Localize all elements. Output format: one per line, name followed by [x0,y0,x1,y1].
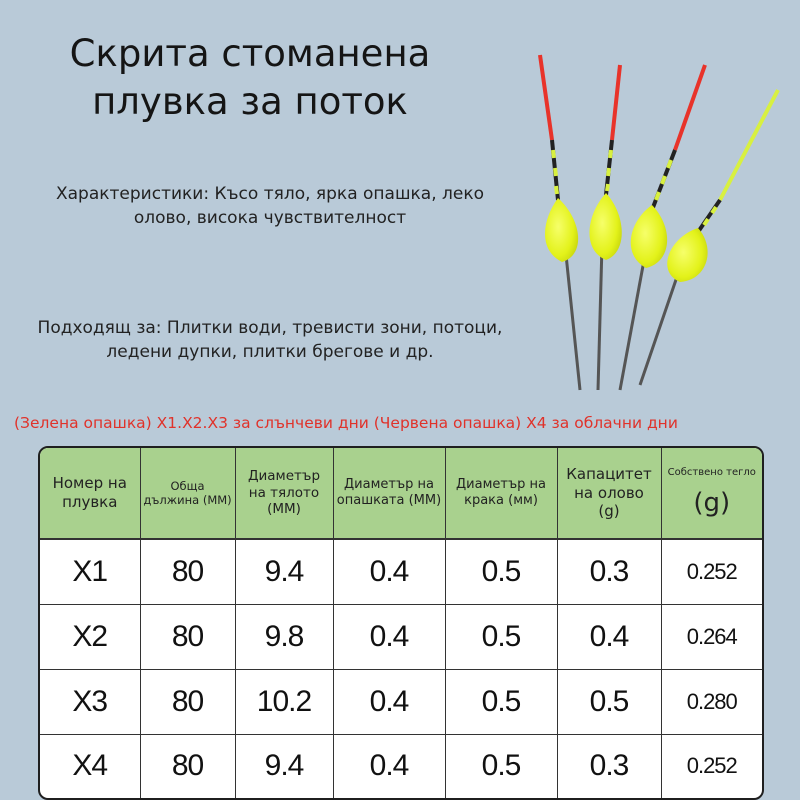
float-x3 [589,65,621,390]
cell-leg-diameter: 0.5 [445,605,557,670]
header-tail-diameter: Диаметър на опашката (ММ) [333,448,445,539]
header-body-diameter: Диаметър на тялото (ММ) [235,448,333,539]
cell-weight: 0.252 [686,753,737,779]
cell-length: 80 [140,669,235,734]
header-number: Номер на плувка [40,448,140,539]
cell-weight: 0.280 [661,669,762,734]
cell-weight: 0.252 [661,539,762,605]
cell-body-diameter: 10.2 [235,669,333,734]
cell-length: 80 [140,605,235,670]
cell-tail-diameter: 0.4 [333,539,445,605]
cell-id: X2 [40,605,140,670]
header-weight-unit: (g) [693,488,731,518]
header-weight [661,448,762,539]
cell-body-diameter: 9.8 [235,605,333,670]
cell-length: 80 [140,734,235,798]
cell-body-diameter: 9.4 [235,539,333,605]
table-header-row [40,448,762,539]
cell-leg-diameter: 0.5 [445,734,557,798]
features-text: Характеристики: Късо тяло, ярка опашка, леко олово, висока чувствителност [55,184,484,228]
cell-lead-capacity: 0.4 [557,605,661,670]
spec-table [40,448,762,798]
float-illustration [520,50,800,400]
cell-lead-capacity: 0.3 [557,539,661,605]
cell-leg-diameter: 0.5 [445,539,557,605]
table-row [40,669,762,734]
cell-length: 80 [140,539,235,605]
header-lead-capacity [557,448,661,539]
header-weight-label: Собствено тегло [667,466,756,478]
cell-tail-diameter: 0.4 [333,605,445,670]
cell-leg-diameter: 0.5 [445,669,557,734]
header-lead-unit: (g) [598,502,620,521]
cell-tail-diameter: 0.4 [333,669,445,734]
suitable-text: Подходящ за: Плитки води, тревисти зони, потоци, ледени дупки, плитки брегове и др. [37,318,503,362]
page-title: Скрита стоманена плувка за поток [69,32,431,123]
cell-tail-diameter: 0.4 [333,734,445,798]
cell-weight: 0.264 [661,605,762,670]
header-lead-label: Капацитет на олово [566,464,652,502]
cell-id: X4 [40,734,140,798]
cell-id: X1 [40,539,140,605]
table-row [40,539,762,605]
cell-id: X3 [40,669,140,734]
cell-lead-capacity: 0.5 [557,669,661,734]
tail-color-note: (Зелена опашка) X1.X2.X3 за слънчеви дни (Червена опашка) X4 за облачни дни [14,414,678,432]
float-x2 [620,65,705,390]
cell-lead-capacity: 0.3 [557,734,661,798]
header-length: Обща дължина (ММ) [140,448,235,539]
float-x4-red-tail [540,55,580,390]
table-row [40,734,762,798]
spec-table-container [38,446,764,800]
cell-body-diameter: 9.4 [235,734,333,798]
header-leg-diameter: Диаметър на крака (мм) [445,448,557,539]
table-row [40,605,762,670]
